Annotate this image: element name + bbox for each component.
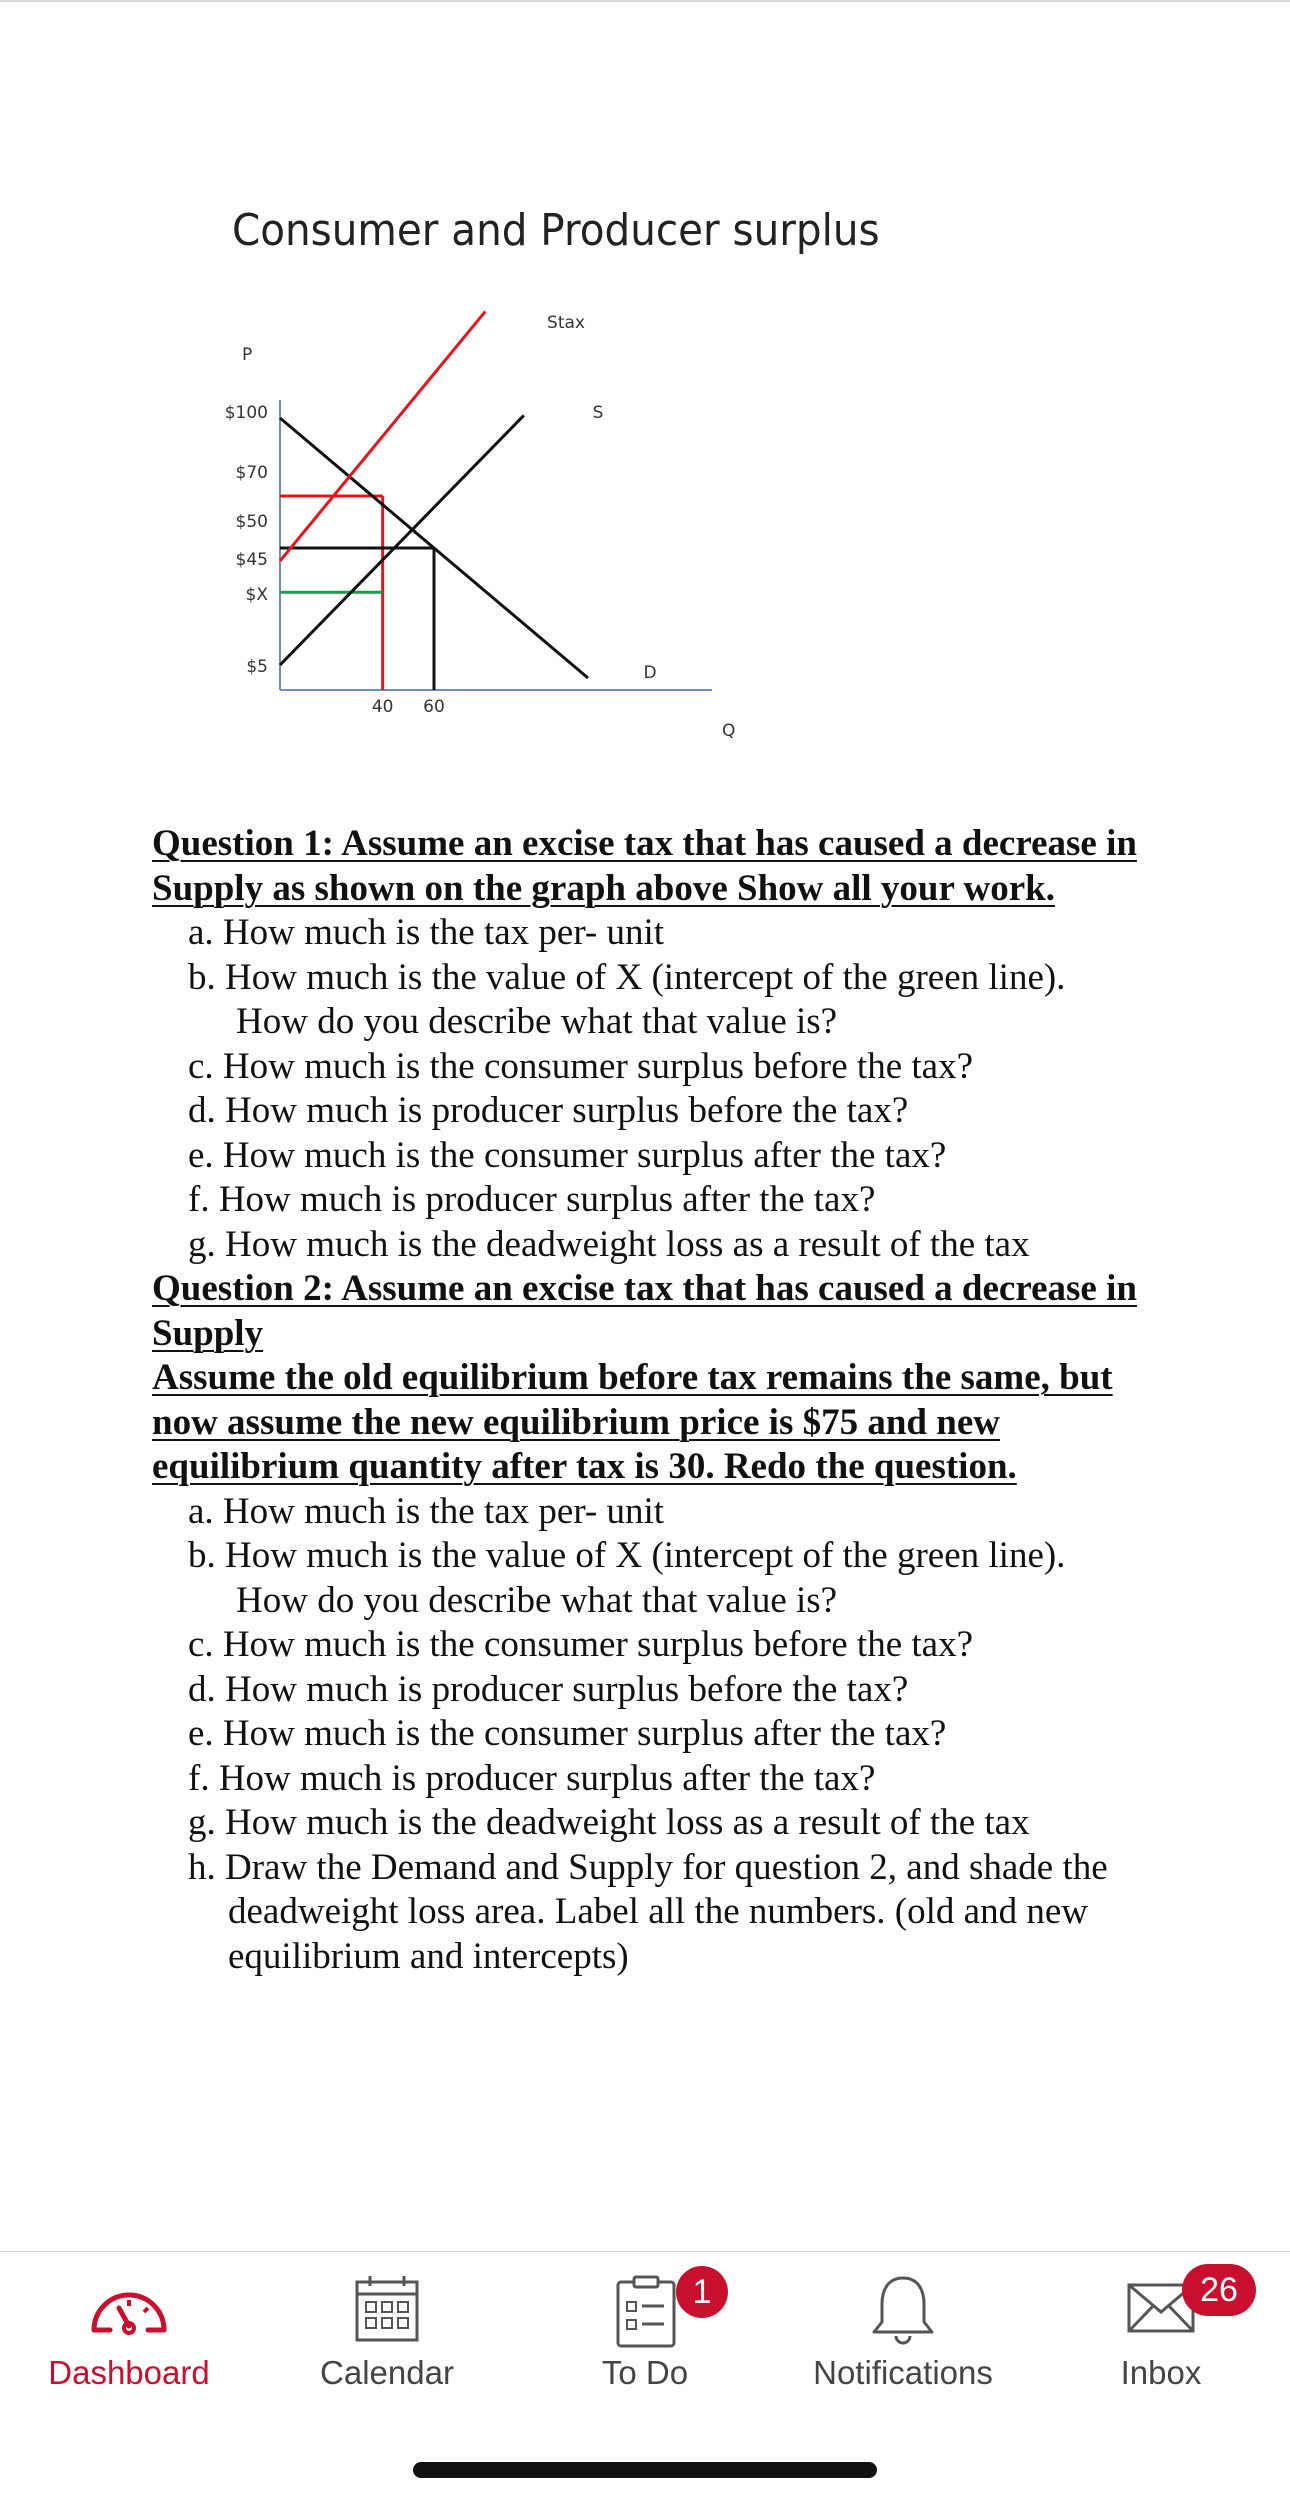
series-label-stax: Stax bbox=[547, 313, 585, 333]
q1-item-g: g. How much is the deadweight loss as a result of the tax bbox=[188, 1223, 1030, 1265]
q2-item-b-cont: How do you describe what that value is? bbox=[236, 1579, 838, 1621]
todo-badge: 1 bbox=[676, 2266, 728, 2318]
tab-dashboard-label: Dashboard bbox=[48, 2354, 210, 2391]
y-tick-label: $100 bbox=[224, 403, 268, 423]
tab-notifications-label: Notifications bbox=[813, 2354, 993, 2391]
series-line-s bbox=[280, 415, 524, 665]
tab-todo[interactable] bbox=[516, 2252, 774, 2412]
tab-todo-label: To Do bbox=[601, 2354, 689, 2391]
home-indicator bbox=[413, 2462, 877, 2478]
q1-item-d: d. How much is producer surplus before the tax? bbox=[188, 1090, 909, 1131]
x-axis-label: Q bbox=[722, 721, 736, 741]
q2-item-a: a. How much is the tax per- unit bbox=[188, 1490, 665, 1532]
series-label-d: D bbox=[643, 663, 657, 683]
tab-notifications[interactable] bbox=[774, 2252, 1032, 2412]
q1-item-b-cont: How do you describe what that value is? bbox=[236, 1001, 838, 1042]
q2-item-b: b. How much is the value of X (intercept of the green line). bbox=[188, 1535, 1066, 1576]
tab-calendar-label: Calendar bbox=[320, 2354, 454, 2391]
q2-item-g: g. How much is the deadweight loss as a result of the tax bbox=[188, 1802, 1030, 1843]
q2-item-h: h. Draw the Demand and Supply for question 2, and shade the deadweight loss area. Label all the numbers. (old and new equilibrium and intercepts) bbox=[188, 1846, 1108, 1977]
question-2-subheading: Assume the old equilibrium before tax remains the same, but now assume the new equilibrium price is $75 and new equilibrium quantity after tax is 30. Redo the question. bbox=[152, 1357, 1113, 1487]
question-2-heading: Question 2: Assume an excise tax that has caused a decrease in Supply bbox=[152, 1268, 1137, 1354]
q2-item-e: e. How much is the consumer surplus after the tax? bbox=[188, 1713, 947, 1754]
y-tick-label: $5 bbox=[246, 657, 268, 677]
tab-dashboard[interactable] bbox=[0, 2252, 258, 2412]
supply-demand-chart bbox=[0, 0, 1290, 800]
y-tick-label: $70 bbox=[235, 463, 268, 483]
y-tick-label: $X bbox=[245, 585, 268, 605]
tab-inbox-label: Inbox bbox=[1120, 2354, 1202, 2391]
q1-item-c: c. How much is the consumer surplus before the tax? bbox=[188, 1045, 974, 1087]
chart-title: Consumer and Producer surplus bbox=[232, 205, 880, 256]
tab-calendar[interactable] bbox=[258, 2252, 516, 2412]
inbox-badge: 26 bbox=[1182, 2264, 1256, 2316]
dashboard-gauge-icon bbox=[86, 2278, 172, 2343]
q2-item-d: d. How much is producer surplus before the tax? bbox=[188, 1668, 909, 1710]
q1-item-f: f. How much is producer surplus after the tax? bbox=[188, 1179, 876, 1220]
bell-icon bbox=[870, 2272, 936, 2353]
question-1-heading: Question 1: Assume an excise tax that has caused a decrease in Supply as shown on the graph above Show all your work. bbox=[152, 823, 1137, 909]
tab-inbox[interactable] bbox=[1032, 2252, 1290, 2412]
series-label-s: S bbox=[592, 403, 604, 423]
q1-item-b: b. How much is the value of X (intercept of the green line). bbox=[188, 956, 1066, 998]
q2-item-c: c. How much is the consumer surplus before the tax? bbox=[188, 1624, 974, 1665]
calendar-icon bbox=[354, 2274, 420, 2349]
q2-item-f: f. How much is producer surplus after the tax? bbox=[188, 1757, 876, 1799]
q1-item-e: e. How much is the consumer surplus after the tax? bbox=[188, 1134, 947, 1176]
question-document bbox=[152, 822, 1162, 1979]
x-tick-label: 60 bbox=[423, 697, 445, 717]
x-tick-label: 40 bbox=[371, 697, 394, 717]
y-tick-label: $45 bbox=[235, 550, 268, 570]
y-axis-label: P bbox=[242, 345, 253, 365]
y-tick-label: $50 bbox=[235, 512, 268, 532]
q1-item-a: a. How much is the tax per- unit bbox=[188, 912, 665, 953]
todo-clipboard-icon bbox=[614, 2274, 678, 2355]
